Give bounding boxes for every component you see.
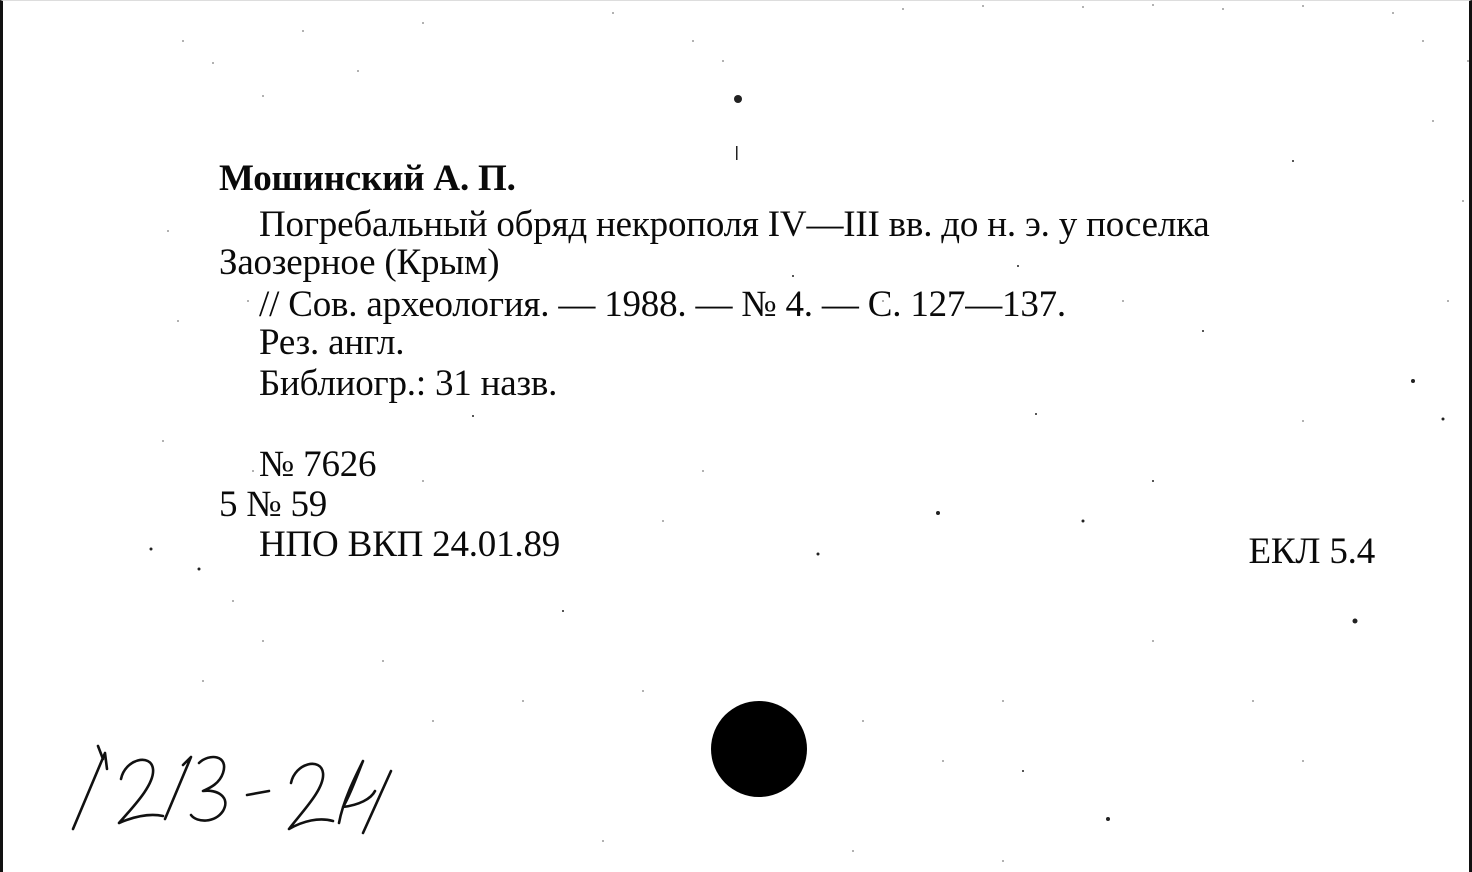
source-citation: // Сов. археология. — 1988. — № 4. — С. 127—137. [259,284,1066,325]
handwritten-shelfmark [3,1,423,872]
title-line-2: Заозерное (Крым) [219,242,500,283]
title-line-1: Погребальный обряд некрополя IV—III вв. до н. э. у поселка [259,204,1210,245]
classification-code: ЕКЛ 5.4 [1248,531,1375,572]
punch-hole [711,701,807,797]
registration-stamp: НПО ВКП 24.01.89 [259,524,561,565]
summary-note: Рез. англ. [259,322,405,363]
record-number: № 7626 [259,444,377,485]
author-name: Мошинский А. П. [219,158,516,199]
bibliography-note: Библиогр.: 31 назв. [259,363,558,404]
issue-number: 5 № 59 [219,484,328,525]
